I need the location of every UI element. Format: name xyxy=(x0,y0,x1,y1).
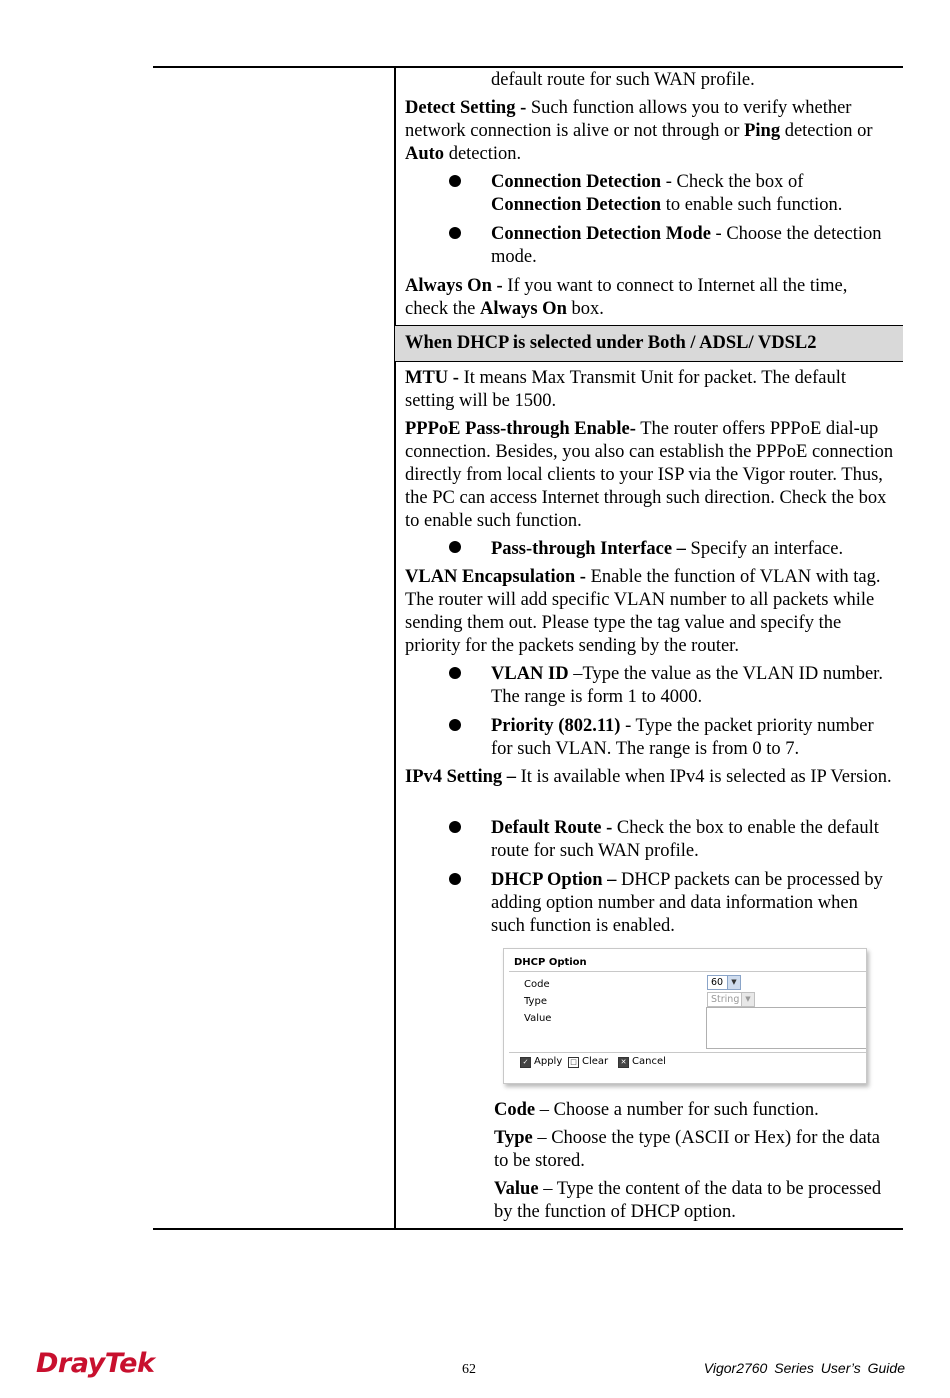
detect-setting-label: Detect Setting - xyxy=(405,98,527,118)
pppoe-paragraph: PPPoE Pass-through Enable- The router offers PPPoE dial-up connection. Besides, you also can establish the PPPoE connection directly from local clients to your ISP via the Vigor router. Thus, the PC can access Internet through such direction. Check the box to enable such function. xyxy=(405,419,894,531)
bullet-dot xyxy=(449,667,461,679)
screenshot-divider xyxy=(509,1052,866,1053)
ipv4-setting-paragraph: IPv4 Setting – It is available when IPv4 is selected as IP Version. xyxy=(405,767,892,787)
type-select[interactable]: String ▼ xyxy=(707,992,755,1007)
type-description: Type – Choose the type (ASCII or Hex) for the data to be stored. xyxy=(494,1128,881,1171)
vlan-encapsulation-paragraph: VLAN Encapsulation - Enable the function of VLAN with tag. The router will add specific VLAN number to all packets while sending them out. Please type the tag value and specify the priority for the packets sending by the router. xyxy=(405,567,881,656)
always-on-paragraph: Always On - If you want to connect to Internet all the time, check the Always On box. xyxy=(405,276,848,319)
check-icon: ✓ xyxy=(520,1057,531,1068)
code-description: Code – Choose a number for such function. xyxy=(494,1100,819,1120)
ping-term: Ping xyxy=(744,121,781,141)
connection-detection-item: Connection Detection - Check the box of Connection Detection to enable such function. xyxy=(491,172,843,215)
draytek-logo: DrayTek xyxy=(36,1348,155,1379)
auto-term: Auto xyxy=(405,144,445,164)
bullet-dot xyxy=(449,541,461,553)
bullet-dot xyxy=(449,873,461,885)
table-bottom-rule xyxy=(153,1228,903,1230)
vlan-id-item: VLAN ID –Type the value as the VLAN ID number. The range is form 1 to 4000. xyxy=(491,664,883,707)
detect-setting-paragraph: Detect Setting - Such function allows you to verify whether network connection is alive or not through or Ping detection or Auto detection. xyxy=(405,98,873,164)
close-icon: ✕ xyxy=(618,1057,629,1068)
clear-button[interactable]: □ Clear xyxy=(568,1056,608,1068)
guide-title: Vigor2760 Series User’s Guide xyxy=(703,1360,905,1376)
continuation-text: default route for such WAN profile. xyxy=(491,70,755,90)
bullet-dot xyxy=(449,227,461,239)
value-description: Value – Type the content of the data to be processed by the function of DHCP option. xyxy=(494,1179,882,1222)
priority-item: Priority (802.11) - Type the packet priority number for such VLAN. The range is from 0 to 7. xyxy=(491,716,874,759)
code-label: Code xyxy=(524,979,550,990)
dhcp-option-title: DHCP Option xyxy=(514,957,587,968)
table-column-divider xyxy=(394,66,396,1230)
connection-detection-mode-item: Connection Detection Mode - Choose the detection mode. xyxy=(491,224,882,267)
pass-through-interface-item: Pass-through Interface – Specify an interface. xyxy=(491,539,844,559)
chevron-down-icon: ▼ xyxy=(741,993,754,1006)
default-route-item: Default Route - Check the box to enable the default route for such WAN profile. xyxy=(491,818,879,861)
dhcp-option-item: DHCP Option – DHCP packets can be processed by adding option number and data information when such function is enabled. xyxy=(491,870,883,936)
apply-button[interactable]: ✓ Apply xyxy=(520,1056,562,1068)
section-header-text: When DHCP is selected under Both / ADSL/ VDSL2 xyxy=(405,333,817,353)
page-number: 62 xyxy=(462,1362,476,1377)
section-header xyxy=(395,325,903,362)
bullet-dot xyxy=(449,175,461,187)
cancel-button[interactable]: ✕ Cancel xyxy=(618,1056,666,1068)
value-label: Value xyxy=(524,1013,552,1024)
chevron-down-icon: ▼ xyxy=(727,976,740,989)
table-top-rule xyxy=(153,66,903,68)
bullet-dot xyxy=(449,719,461,731)
code-select[interactable]: 60 ▼ xyxy=(707,975,741,990)
screenshot-divider xyxy=(509,971,866,972)
dhcp-option-screenshot xyxy=(503,948,867,1084)
value-textarea[interactable] xyxy=(706,1007,867,1049)
clear-icon: □ xyxy=(568,1057,579,1068)
mtu-paragraph: MTU - It means Max Transmit Unit for packet. The default setting will be 1500. xyxy=(405,368,847,411)
bullet-dot xyxy=(449,821,461,833)
type-label: Type xyxy=(524,996,547,1007)
